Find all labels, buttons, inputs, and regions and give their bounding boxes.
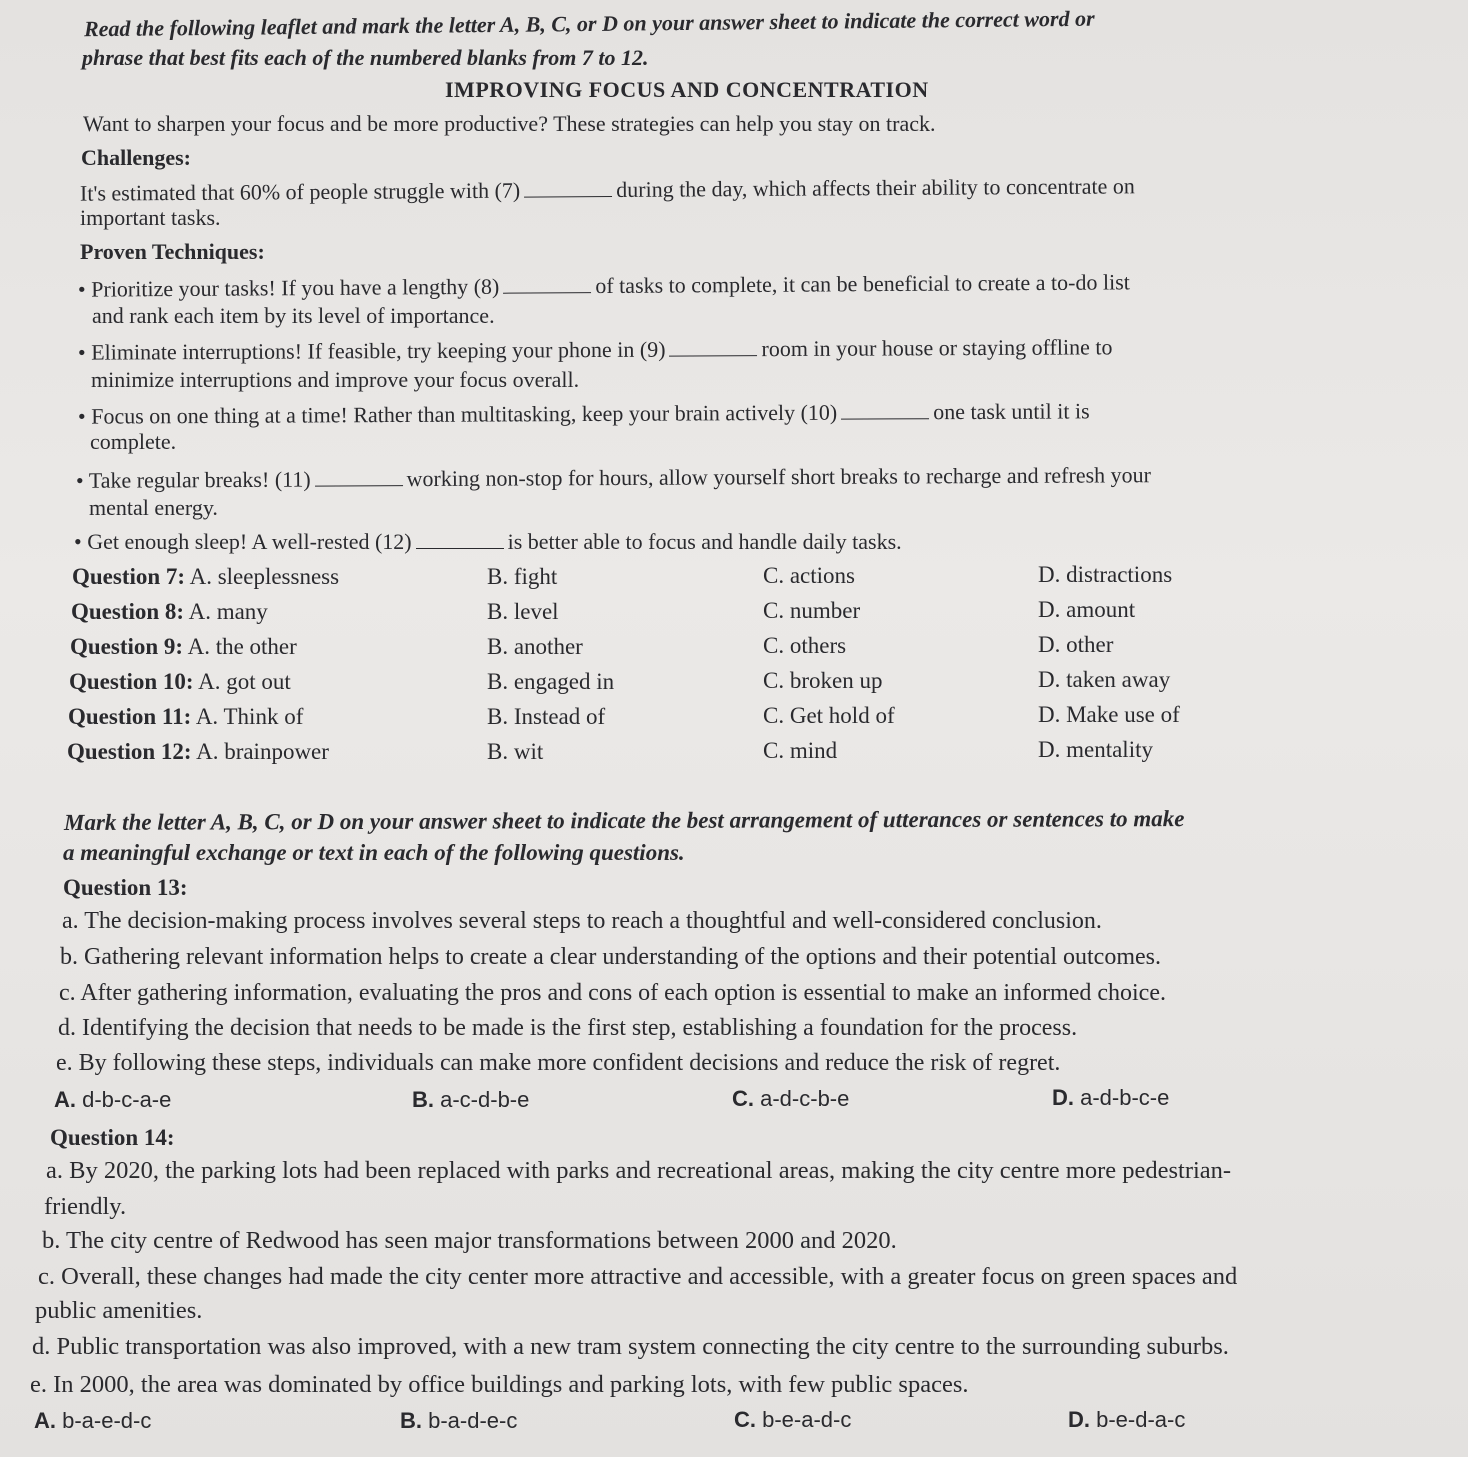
option-letter: B. — [400, 1408, 422, 1433]
option-text: b-e-a-d-c — [762, 1407, 852, 1432]
q13-option-a[interactable] — [54, 1085, 171, 1115]
q9-option-b[interactable]: B. another — [487, 634, 583, 659]
bullet-focus-cont: complete. — [90, 429, 177, 454]
q12-option-d[interactable]: D. mentality — [1038, 737, 1153, 762]
leaflet-intro: Want to sharpen your focus and be more productive? These strategies can help you stay on track. — [83, 111, 936, 136]
q13-sentence-c: c. After gathering information, evaluating the pros and cons of each option is essential to make an informed choice. — [59, 980, 1166, 1006]
q14-option-a[interactable] — [34, 1406, 151, 1436]
question-10 — [69, 667, 291, 697]
option-a[interactable]: A. sleeplessness — [189, 564, 340, 589]
bullet-breaks — [76, 461, 1151, 495]
question-label: Question 7: — [72, 564, 186, 589]
option-text: b-a-d-e-c — [428, 1408, 518, 1433]
bullet-text: • Focus on one thing at a time! Rather than multitasking, keep your brain actively (10) — [77, 399, 838, 429]
option-a[interactable]: A. brainpower — [196, 739, 329, 764]
option-letter: B. — [412, 1087, 434, 1112]
q9-option-d[interactable]: D. other — [1038, 632, 1114, 657]
q10-option-d[interactable]: D. taken away — [1038, 667, 1171, 692]
q11-option-d[interactable]: D. Make use of — [1038, 702, 1180, 727]
question-12 — [67, 737, 329, 767]
bullet-text: • Take regular breaks! (11) — [75, 466, 311, 493]
instruction-line-2: phrase that best fits each of the numbered blanks from 7 to 12. — [82, 45, 649, 70]
q14-option-d[interactable] — [1068, 1405, 1185, 1435]
bullet-text: one task until it is — [933, 398, 1090, 425]
q12-option-b[interactable]: B. wit — [487, 739, 544, 764]
option-letter: A. — [54, 1087, 76, 1112]
option-a[interactable]: A. the other — [187, 634, 297, 659]
q13-sentence-e: e. By following these steps, individuals can make more confident decisions and reduce the risk of regret. — [56, 1050, 1061, 1076]
q13-option-c[interactable] — [732, 1084, 849, 1114]
question-label: Question 10: — [69, 669, 194, 694]
blank-8 — [503, 274, 591, 294]
option-text: b-a-e-d-c — [62, 1408, 152, 1433]
bullet-breaks-cont: mental energy. — [89, 495, 218, 520]
question-8 — [71, 597, 268, 627]
challenges-line-1 — [80, 172, 1135, 207]
q9-option-c[interactable]: C. others — [763, 633, 847, 658]
q11-option-b[interactable]: B. Instead of — [487, 704, 606, 729]
blank-11 — [315, 467, 403, 486]
option-letter: C. — [734, 1407, 756, 1432]
q12-option-c[interactable]: C. mind — [763, 738, 838, 763]
question-label: Question 12: — [67, 739, 192, 764]
bullet-prioritize — [78, 268, 1130, 303]
question-9 — [70, 632, 297, 662]
leaflet-title: IMPROVING FOCUS AND CONCENTRATION — [445, 77, 929, 102]
instruction-line-1: Read the following leaflet and mark the letter A, B, C, or D on your answer sheet to indicate the correct word or — [83, 5, 1095, 42]
q7-option-d[interactable]: D. distractions — [1038, 562, 1173, 587]
q14-sentence-c: c. Overall, these changes had made the city center more attractive and accessible, with a greater focus on green spaces and — [38, 1263, 1238, 1290]
instruction-2-line-1: Mark the letter A, B, C, or D on your answer sheet to indicate the best arrangement of utterances or sentences to make — [63, 806, 1185, 835]
option-text: a-d-b-c-e — [1080, 1085, 1170, 1110]
q13-option-d[interactable] — [1052, 1083, 1169, 1113]
option-letter: D. — [1052, 1085, 1074, 1110]
option-text: a-c-d-b-e — [440, 1087, 530, 1112]
option-text: d-b-c-a-e — [82, 1087, 172, 1112]
option-a[interactable]: A. many — [188, 599, 268, 624]
blank-12 — [416, 530, 504, 549]
bullet-text: • Get enough sleep! A well-rested (12) — [74, 529, 412, 554]
bullet-text: • Eliminate interruptions! If feasible, try keeping your phone in (9) — [77, 336, 666, 365]
q10-option-b[interactable]: B. engaged in — [487, 669, 615, 694]
q13-option-b[interactable] — [412, 1085, 529, 1115]
bullet-text: is better able to focus and handle daily tasks. — [507, 529, 902, 554]
challenges-text-a: It's estimated that 60% of people struggle with (7) — [79, 177, 521, 206]
option-letter: A. — [34, 1408, 56, 1433]
bullet-sleep — [74, 528, 902, 556]
blank-10 — [841, 400, 929, 419]
option-text: b-e-d-a-c — [1096, 1407, 1186, 1432]
option-a[interactable]: A. Think of — [195, 704, 304, 729]
question-7 — [72, 562, 339, 592]
q14-sentence-a-cont: friendly. — [44, 1193, 127, 1220]
q13-sentence-d: d. Identifying the decision that needs to be made is the first step, establishing a foundation for the process. — [58, 1015, 1078, 1041]
challenges-heading: Challenges: — [81, 145, 191, 170]
question-14-label: Question 14: — [50, 1125, 175, 1150]
q14-sentence-d: d. Public transportation was also improved, with a new tram system connecting the city centre to the surrounding suburbs. — [32, 1333, 1229, 1360]
q8-option-b[interactable]: B. level — [487, 599, 559, 624]
q7-option-c[interactable]: C. actions — [763, 563, 855, 588]
option-a[interactable]: A. got out — [198, 669, 291, 694]
q8-option-d[interactable]: D. amount — [1038, 597, 1136, 622]
q13-sentence-a: a. The decision-making process involves several steps to reach a thoughtful and well-considered conclusion. — [62, 908, 1102, 934]
option-letter: C. — [732, 1086, 754, 1111]
option-text: a-d-c-b-e — [760, 1086, 850, 1111]
q11-option-c[interactable]: C. Get hold of — [763, 703, 895, 728]
question-11 — [68, 702, 303, 732]
bullet-prioritize-cont: and rank each item by its level of importance. — [92, 303, 495, 328]
challenges-text-b: during the day, which affects their ability to concentrate on — [616, 173, 1135, 202]
bullet-eliminate-cont: minimize interruptions and improve your focus overall. — [91, 367, 580, 392]
q8-option-c[interactable]: C. number — [763, 598, 861, 623]
blank-7 — [524, 178, 612, 198]
bullet-focus — [78, 397, 1090, 430]
option-letter: D. — [1068, 1407, 1090, 1432]
q14-sentence-a: a. By 2020, the parking lots had been replaced with parks and recreational areas, making the city centre more pedestrian- — [46, 1157, 1232, 1184]
question-label: Question 8: — [71, 599, 185, 624]
bullet-text: room in your house or staying offline to — [761, 334, 1113, 362]
challenges-line-2: important tasks. — [80, 205, 221, 230]
bullet-text: • Prioritize your tasks! If you have a lengthy (8) — [77, 273, 500, 302]
instruction-2-line-2: a meaningful exchange or text in each of the following questions. — [63, 840, 685, 865]
q14-sentence-b: b. The city centre of Redwood has seen major transformations between 2000 and 2020. — [42, 1227, 897, 1254]
question-label: Question 11: — [68, 704, 192, 729]
q14-option-b[interactable] — [400, 1406, 517, 1436]
bullet-text: working non-stop for hours, allow yourself short breaks to recharge and refresh your — [406, 462, 1152, 492]
q14-sentence-c-cont: public amenities. — [35, 1297, 203, 1324]
q14-sentence-e: e. In 2000, the area was dominated by office buildings and parking lots, with few public spaces. — [30, 1371, 969, 1398]
question-13-label: Question 13: — [63, 875, 188, 900]
q7-option-b[interactable]: B. fight — [487, 564, 558, 589]
bullet-eliminate — [78, 333, 1113, 366]
q14-option-c[interactable] — [734, 1405, 851, 1435]
q13-sentence-b: b. Gathering relevant information helps to create a clear understanding of the options and their potential outcomes. — [60, 944, 1161, 970]
techniques-heading: Proven Techniques: — [80, 239, 265, 264]
q10-option-c[interactable]: C. broken up — [763, 668, 883, 693]
question-label: Question 9: — [70, 634, 184, 659]
bullet-text: of tasks to complete, it can be beneficial to create a to-do list — [595, 269, 1130, 299]
blank-9 — [669, 337, 757, 356]
